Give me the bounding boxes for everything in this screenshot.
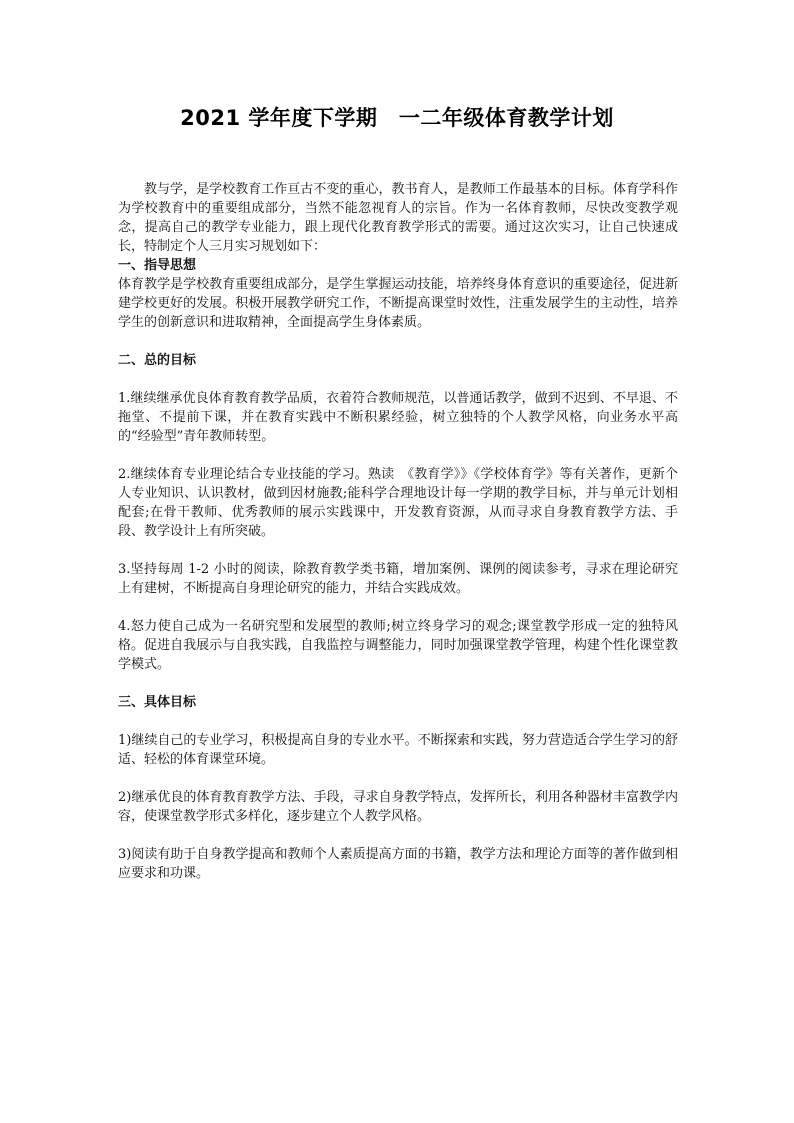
spacer xyxy=(118,826,678,845)
spacer xyxy=(118,332,678,351)
spacer xyxy=(118,674,678,693)
spacer xyxy=(118,370,678,389)
document-body xyxy=(118,180,678,883)
section-heading-overall-goals: 二、总的目标 xyxy=(118,353,197,368)
spacer xyxy=(118,712,678,731)
spacer xyxy=(118,598,678,617)
section-paragraph-guiding-ideology: 体育教学是学校教育重要组成部分，是学生掌握运动技能，培养终身体育意识的重要途径，促进新建学校更好的发展。积极开展教学研究工作，不断提高课堂时效性，注重发展学生的主动性，培养学生的创新意识和进取精神，全面提高学生身体素质。 xyxy=(118,277,678,330)
section-heading-guiding-ideology: 一、指导思想 xyxy=(118,258,197,273)
goal-item-4: 4.怒力使自己成为一名研究型和发展型的教师;树立终身学习的观念;课堂教学形成一定的独特风格。促进自我展示与自我实践，自我监控与调整能力，同时加强课堂教学管理，构建个性化课堂教学模式。 xyxy=(118,619,678,672)
goal-item-3: 3.坚持每周 1-2 小时的阅读，除教育教学类书籍，增加案例、课例的阅读参考，寻求在理论研究上有建树，不断提高自身理论研究的能力，并结合实践成效。 xyxy=(118,562,678,596)
intro-paragraph: 教与学，是学校教育工作亘古不变的重心，教书育人，是教师工作最基本的目标。体育学科作为学校教育中的重要组成部分，当然不能忽视育人的宗旨。作为一名体育教师，尽快改变教学观念，提高自己的教学专业能力，跟上现代化教育教学形式的需要。通过这次实习，让自己快速成长，特制定个人三月实习规划如下： xyxy=(118,182,678,254)
goal-item-1: 1.继续继承优良体育教育教学品质，衣着符合教师规范，以普通话教学，做到不迟到、不早退、不拖堂、不提前下课，并在教育实践中不断积累经验，树立独特的个人教学风格，向业务水平高的“经验型”青年教师转型。 xyxy=(118,391,678,444)
document-title: 2021 学年度下学期 一二年级体育教学计划 xyxy=(180,106,614,130)
goal-item-2: 2.继续体育专业理论结合专业技能的学习。熟读 《教育学》》《学校体育学》等有关著作，更新个人专业知识、认识教材，做到因材施教;能科学合理地设计每一学期的教学目标，并与单元计划相配套;在骨干教师、优秀教师的展示实践课中，开发教育资源，从而寻求自身教育教学方法、手段、教学设计上有所突破。 xyxy=(118,467,678,539)
specific-item-2: 2)继承优良的体育教育教学方法、手段，寻求自身教学特点，发挥所长，利用各种器材丰富教学内容，使课堂教学形式多样化，逐步建立个人教学风格。 xyxy=(118,790,678,824)
spacer xyxy=(118,446,678,465)
specific-item-1: 1)继续自己的专业学习，积极提高自身的专业水平。不断探索和实践，努力营造适合学生学习的舒适、轻松的体育课堂环境。 xyxy=(118,733,678,767)
specific-item-3: 3)阅读有助于自身教学提高和教师个人素质提高方面的书籍，教学方法和理论方面等的著作做到相应要求和功课。 xyxy=(118,847,678,881)
spacer xyxy=(118,541,678,560)
section-heading-specific-goals: 三、具体目标 xyxy=(118,695,197,710)
spacer xyxy=(118,769,678,788)
